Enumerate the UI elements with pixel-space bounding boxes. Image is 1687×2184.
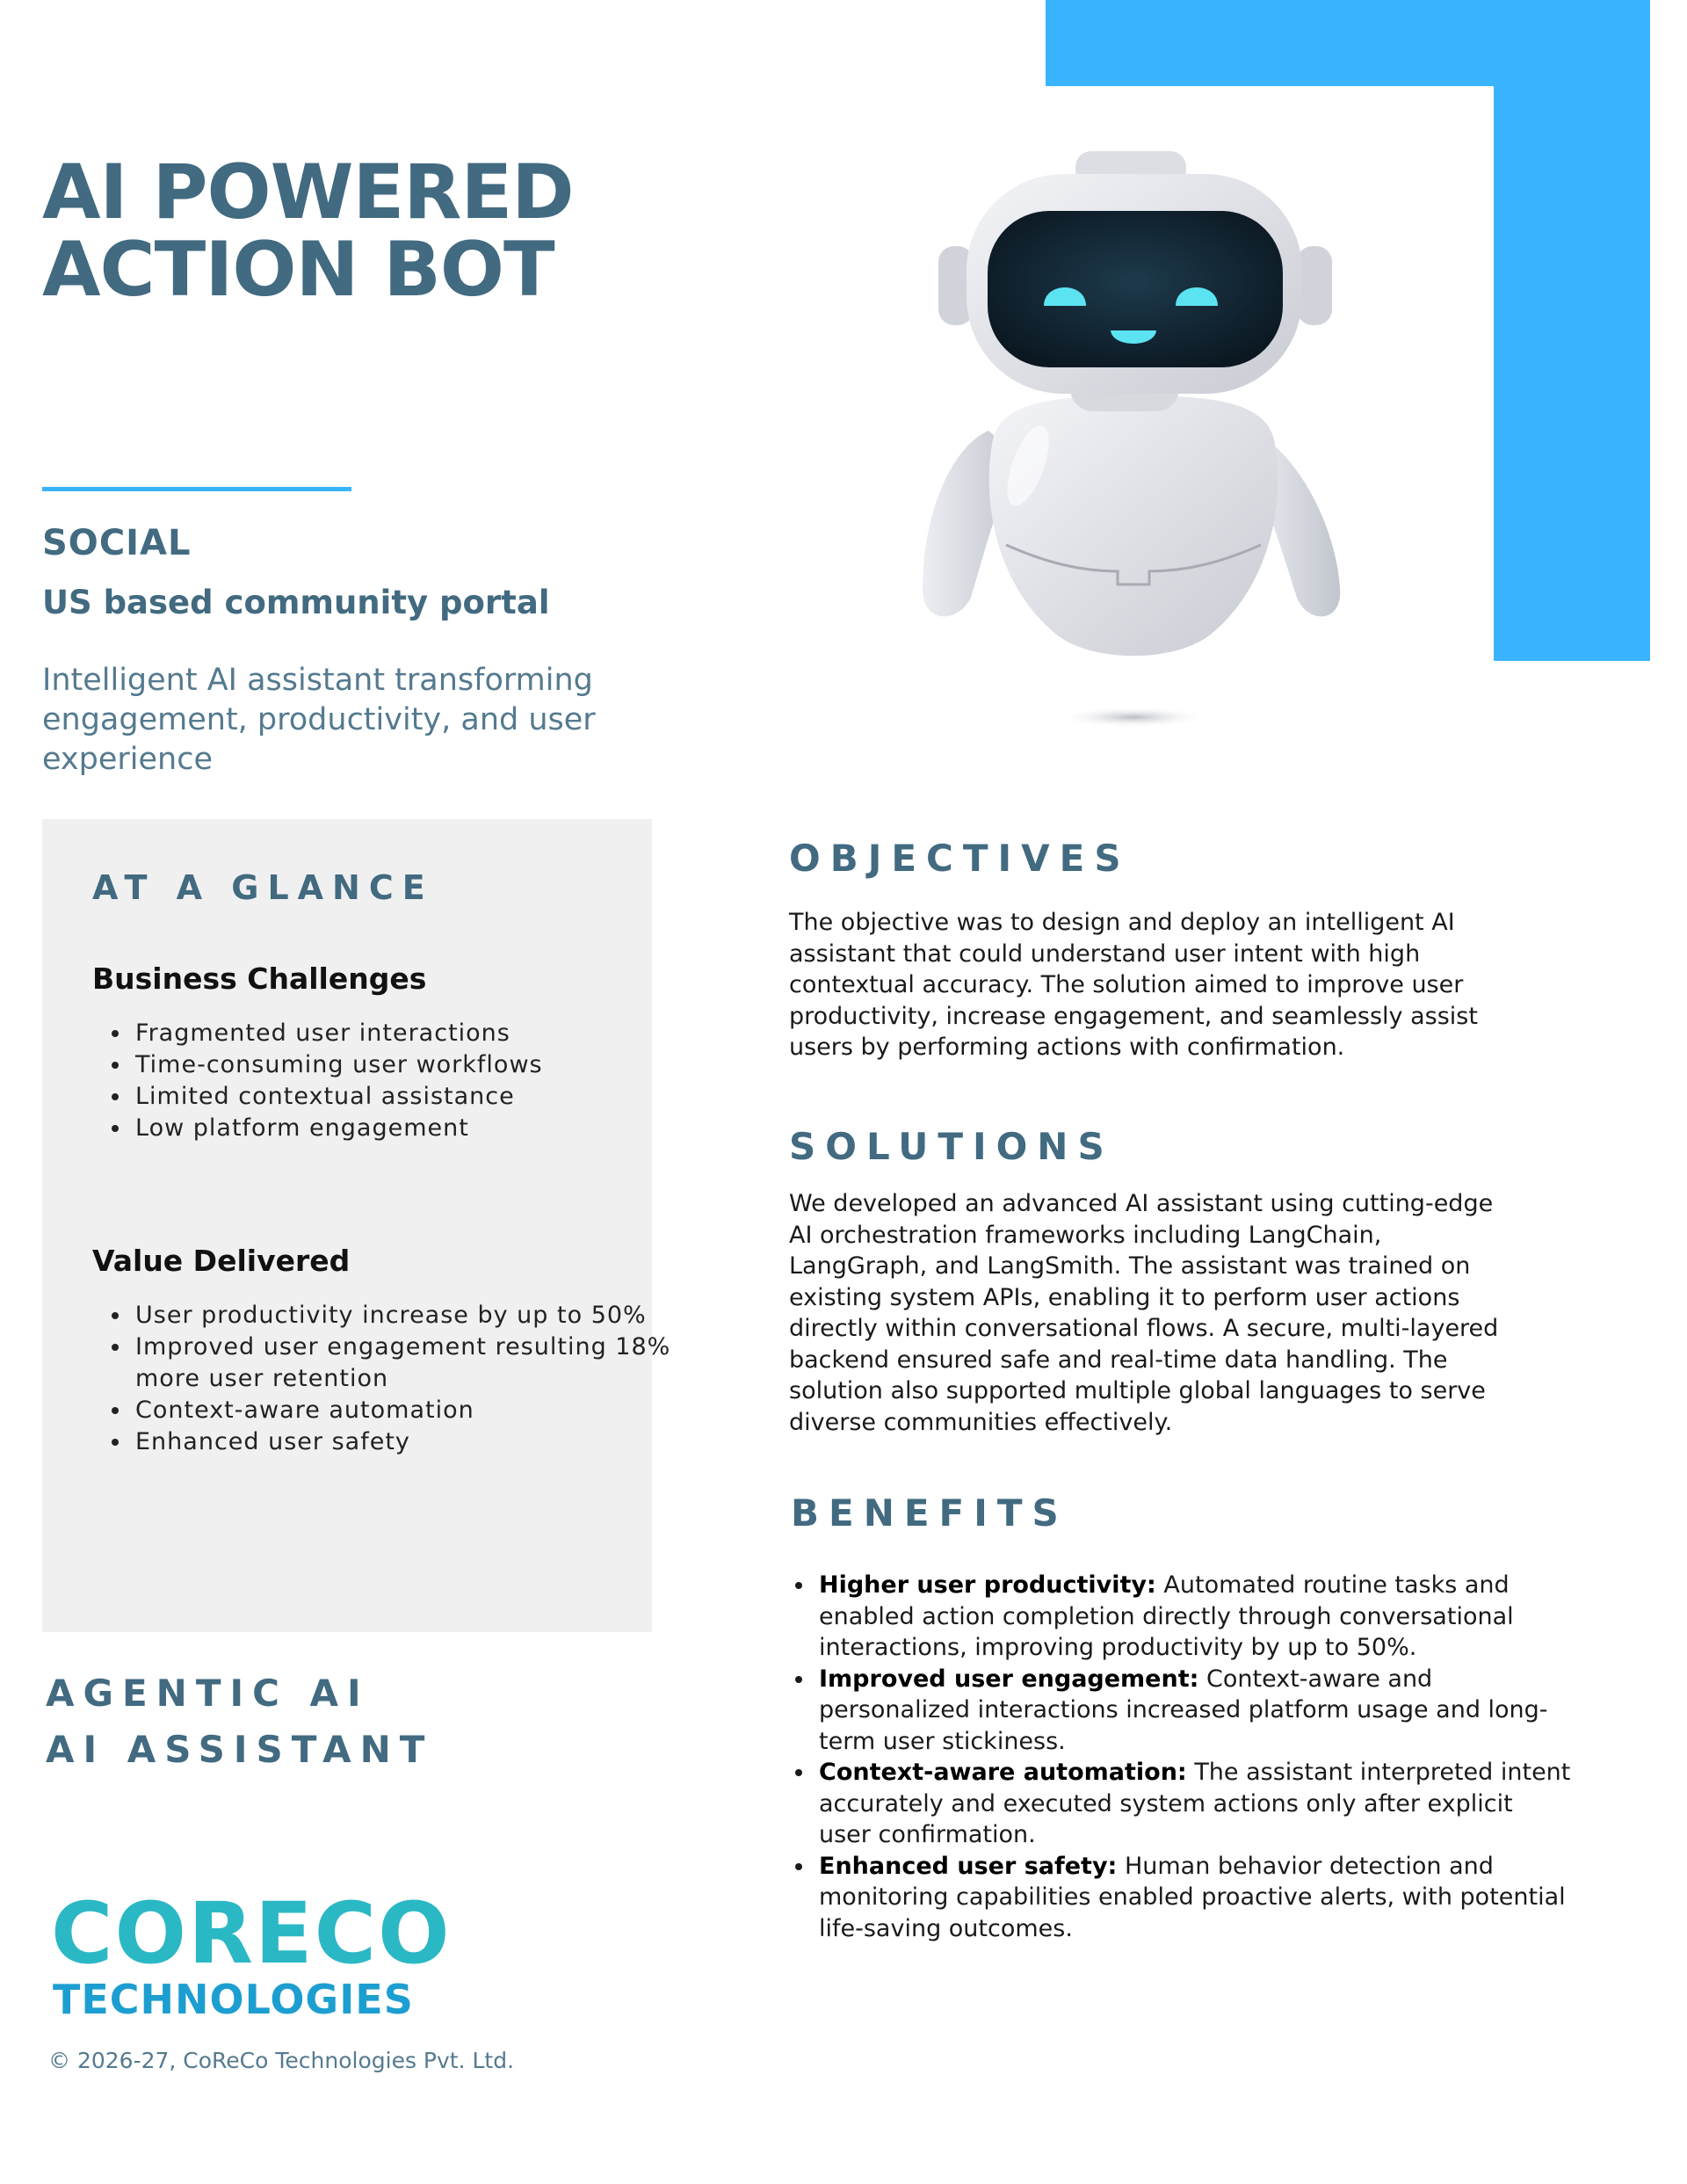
benefit-title: Improved user engagement:	[819, 1665, 1199, 1693]
list-item: • Context-aware automation	[132, 1395, 677, 1426]
accent-divider	[42, 487, 351, 491]
copyright-text: © 2026-27, CoReCo Technologies Pvt. Ltd.	[48, 2048, 515, 2073]
list-item	[815, 1851, 1571, 1945]
list-item	[815, 1570, 1571, 1664]
list-item: • Low platform engagement	[132, 1113, 677, 1144]
list-item: • Limited contextual assistance	[132, 1081, 677, 1113]
list-item: • Enhanced user safety	[132, 1426, 677, 1458]
list-item: • User productivity increase by up to 50%	[132, 1300, 677, 1331]
benefits-heading: BENEFITS	[791, 1491, 1068, 1535]
company-logo-subtitle: TECHNOLOGIES	[53, 1976, 414, 2023]
list-item: • Fragmented user interactions	[132, 1018, 677, 1049]
value-list	[93, 1300, 677, 1458]
objectives-heading: OBJECTIVES	[789, 837, 1131, 880]
robot-screen	[988, 211, 1283, 367]
title-line-1: AI POWERED	[42, 149, 574, 236]
benefit-text: Automated routine tasks and enabled action completion directly through conversational interactions, improving productivity by up to 50%.	[819, 1571, 1514, 1661]
benefit-text: Human behavior detection and monitoring capabilities enabled proactive alerts, with potential life-saving outcomes.	[819, 1852, 1566, 1942]
list-item	[815, 1664, 1571, 1758]
benefit-title: Enhanced user safety:	[819, 1852, 1118, 1880]
glance-panel	[42, 819, 652, 1632]
objectives-text: The objective was to design and deploy an intelligent AI assistant that could understand user intent with high contextual accuracy. The solution aimed to improve user productivity, increase engagement, and seamlessly assist users by performing actions with confirmation.	[789, 909, 1478, 1061]
list-item: • Improved user engagement resulting 18% more user retention	[132, 1331, 677, 1395]
tag-agentic-ai: AGENTIC AI	[46, 1672, 370, 1715]
benefits-list	[786, 1570, 1571, 1944]
robot-shadow	[1059, 707, 1208, 728]
challenges-list	[93, 1018, 677, 1144]
list-item	[815, 1757, 1571, 1851]
solutions-heading: SOLUTIONS	[789, 1125, 1114, 1168]
company-logo-wordmark: CORECO	[51, 1884, 452, 1983]
benefit-text: Context-aware and personalized interactions increased platform usage and long-term user stickiness.	[819, 1665, 1548, 1755]
client-label: US based community portal	[42, 584, 550, 621]
challenges-heading: Business Challenges	[92, 961, 427, 996]
benefit-text: The assistant interpreted intent accurately and executed system actions only after explicit user confirmation.	[819, 1759, 1571, 1848]
title-line-2: ACTION BOT	[42, 226, 554, 314]
benefit-title: Context-aware automation:	[819, 1759, 1187, 1786]
industry-label: SOCIAL	[42, 523, 192, 563]
benefit-title: Higher user productivity:	[819, 1571, 1156, 1599]
tag-list	[46, 1665, 433, 1778]
list-item: • Time-consuming user workflows	[132, 1049, 677, 1081]
tagline: Intelligent AI assistant transforming engagement, productivity, and user experience	[42, 663, 596, 777]
tag-ai-assistant: AI ASSISTANT	[46, 1728, 434, 1771]
glance-title: AT A GLANCE	[92, 868, 434, 907]
solutions-text: We developed an advanced AI assistant using cutting-edge AI orchestration frameworks including LangChain, LangGraph, and LangSmith. The assistant was trained on existing system APIs, enabling it to perform user actions directly within conversational flows. A secure, multi-layered backend ensured safe and real-time data handling. The solution also supported multiple global languages to serve diverse communities effectively.	[789, 1190, 1499, 1436]
value-heading: Value Delivered	[92, 1244, 351, 1278]
robot-illustration	[887, 132, 1362, 747]
page-title	[42, 149, 833, 314]
corner-frame-side	[1494, 0, 1650, 661]
